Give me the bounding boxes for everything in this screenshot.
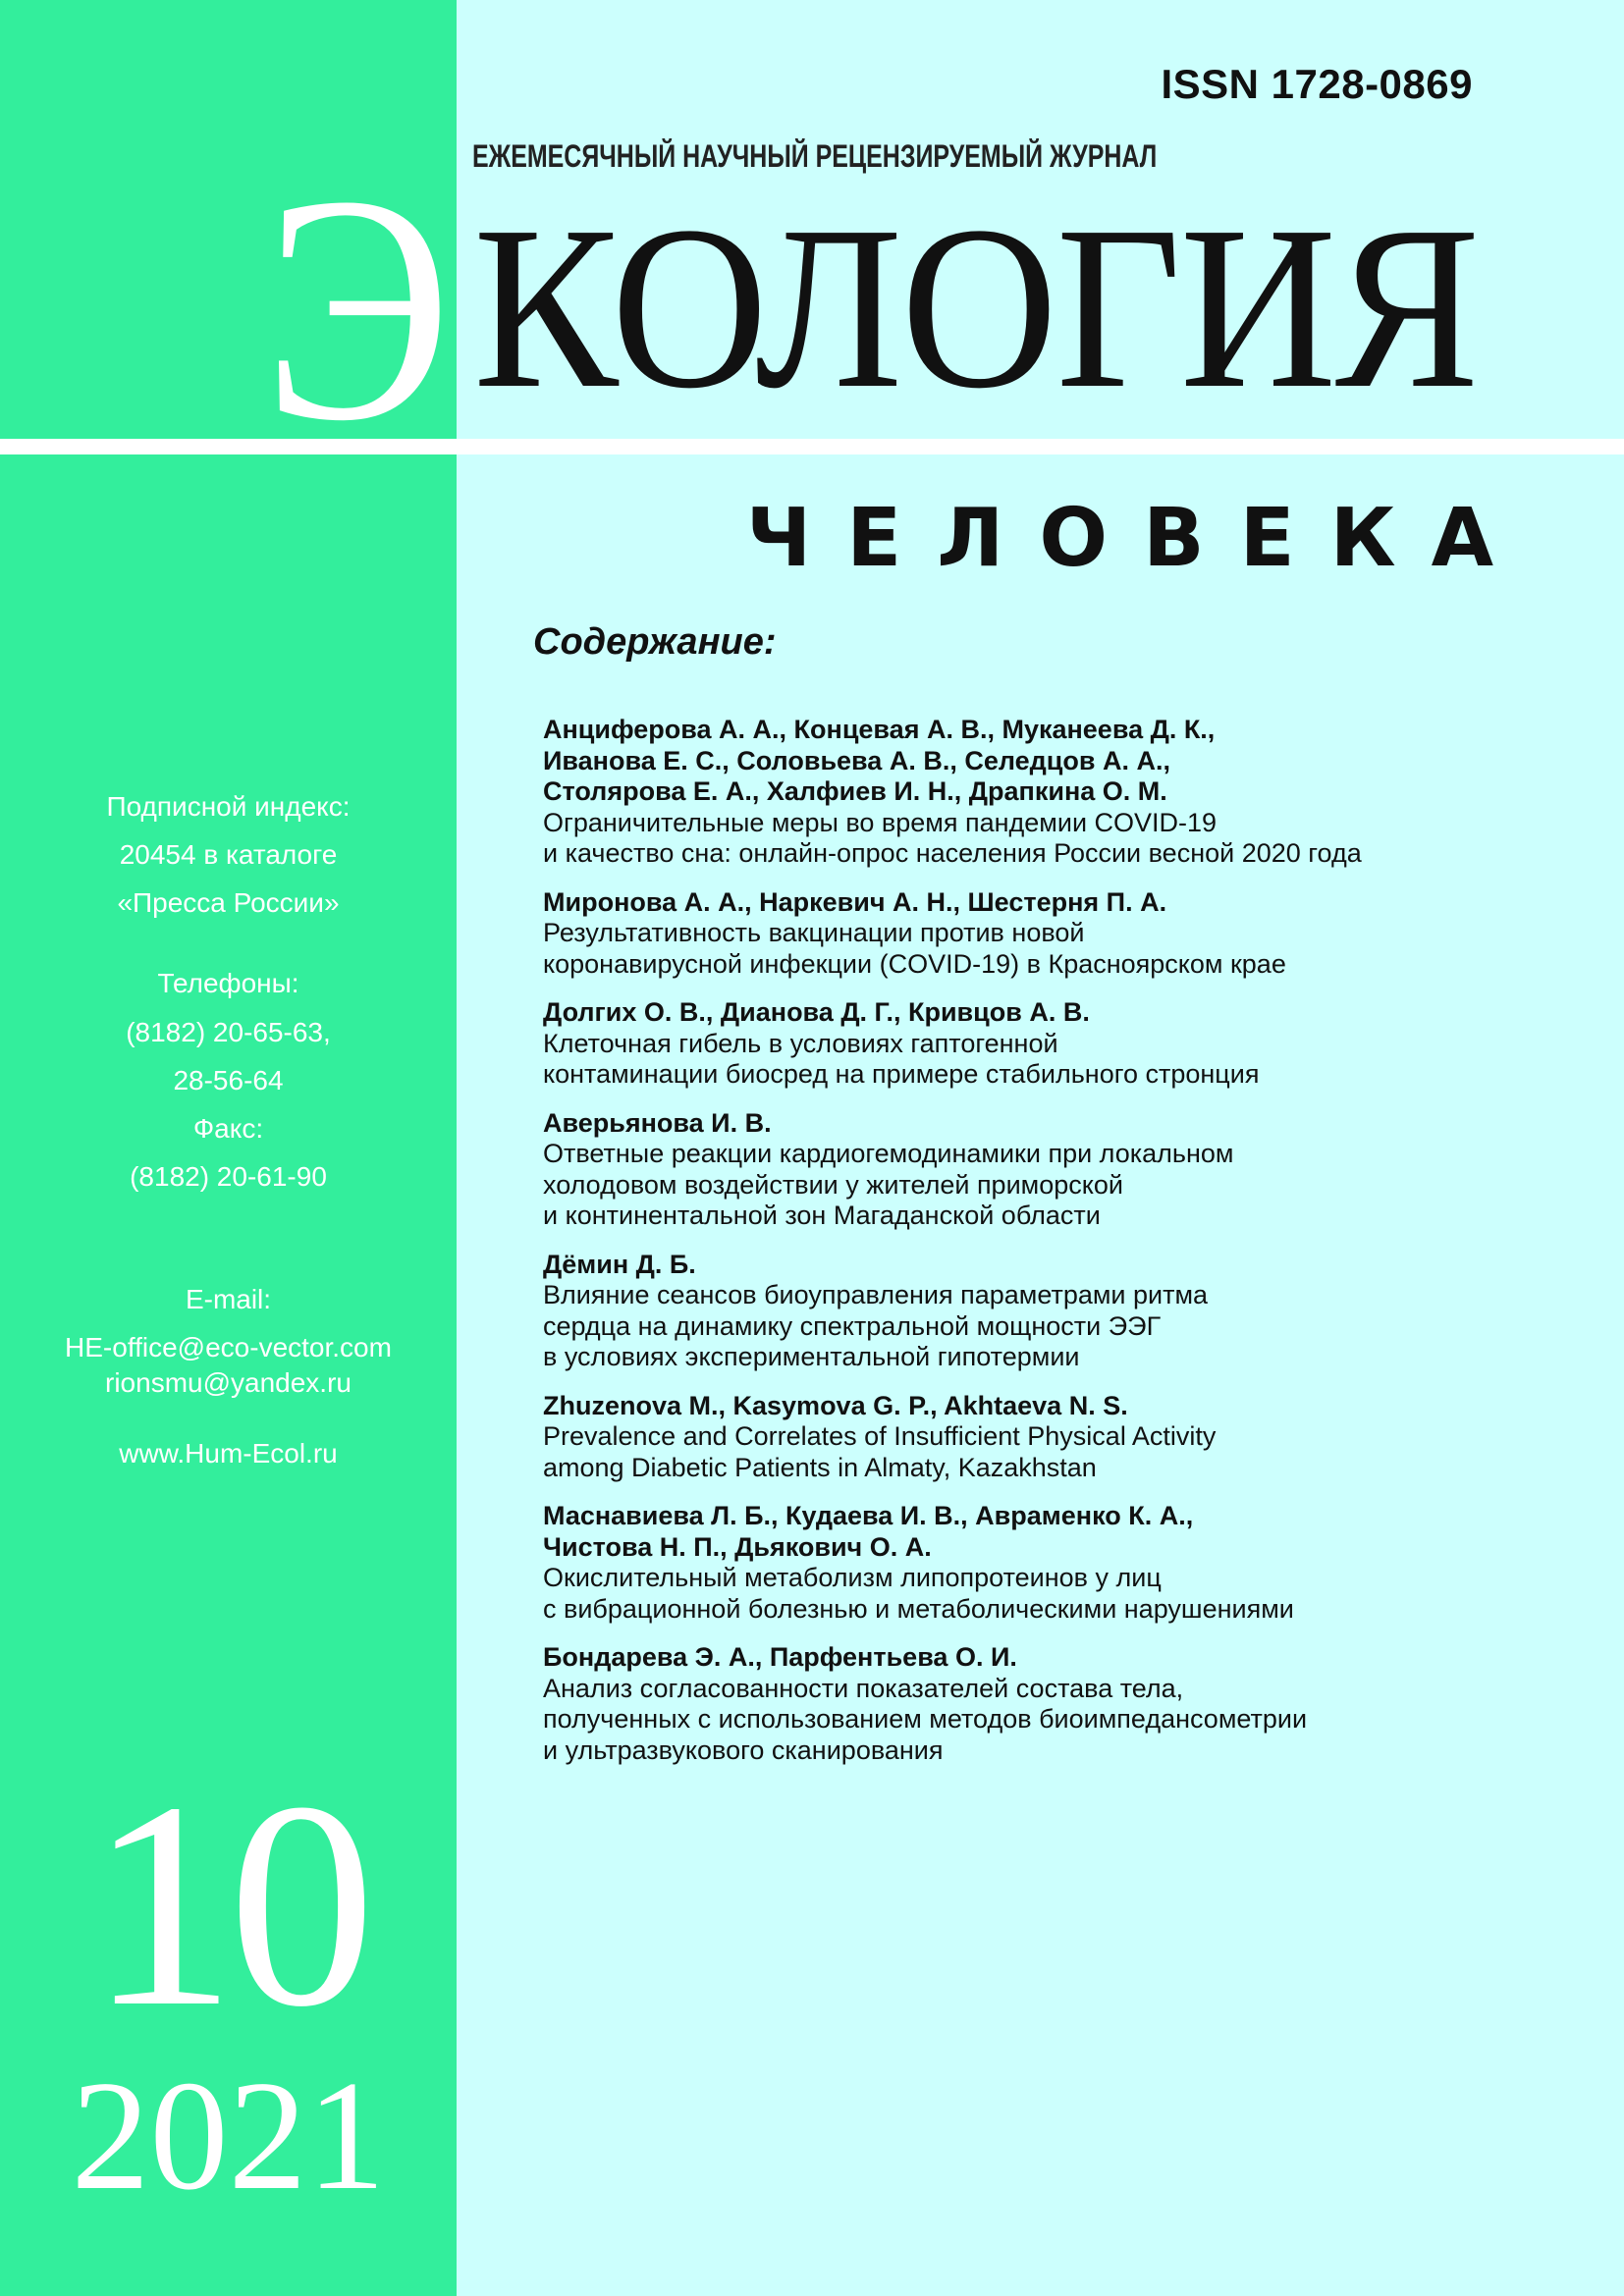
toc-entry[interactable] (543, 1250, 1584, 1373)
email-label: E-mail: (185, 1284, 272, 1314)
toc-title: Влияние сеансов биоуправления параметрами ритма сердца на динамику спектральной мощности ЭЭГ в условиях экспериментальной гипотермии (543, 1280, 1209, 1371)
title-second-word: ЧЕЛОВЕКА (746, 492, 1530, 585)
table-of-contents (543, 715, 1584, 1784)
toc-entry[interactable] (543, 1642, 1584, 1766)
subscription-index: 20454 в каталоге (119, 839, 338, 870)
title-main-word: КОЛОГИЯ (473, 179, 1479, 437)
catalog-name: «Пресса России» (117, 887, 340, 918)
toc-title: Окислительный метаболизм липопротеинов у лиц с вибрационной болезнью и метаболическими нарушениями (543, 1563, 1294, 1624)
toc-authors: Миронова А. А., Наркевич А. Н., Шестерня П. А. (543, 886, 1167, 917)
toc-authors: Zhuzenova M., Kasymova G. P., Akhtaeva N. S. (543, 1390, 1128, 1420)
toc-entry[interactable] (543, 1391, 1584, 1484)
journal-subtitle: ЕЖЕМЕСЯЧНЫЙ НАУЧНЫЙ РЕЦЕНЗИРУЕМЫЙ ЖУРНАЛ (472, 138, 1158, 174)
fax-number: (8182) 20-61-90 (130, 1161, 327, 1192)
phone-1: (8182) 20-65-63, (126, 1017, 331, 1047)
toc-entry[interactable] (543, 715, 1584, 870)
toc-title: Ответные реакции кардиогемодинамики при локальном холодовом воздействии у жителей приморской и континентальной зон Магаданской области (543, 1139, 1234, 1230)
toc-entry[interactable] (543, 1108, 1584, 1232)
toc-authors: Бондарева Э. А., Парфентьева О. И. (543, 1642, 1017, 1672)
horizontal-divider (0, 439, 1624, 454)
toc-authors: Анциферова А. А., Концевая А. В., Муканеева Д. К., Иванова Е. С., Соловьева А. В., Селедцов А. А., Столярова Е. А., Халфиев И. Н., Драпкина О. М. (543, 715, 1216, 806)
toc-title: Клеточная гибель в условиях гаптогенной контаминации биосред на примере стабильного стронция (543, 1028, 1260, 1089)
toc-entry[interactable] (543, 887, 1584, 981)
email-1[interactable]: HE-office@eco-vector.com (65, 1332, 392, 1362)
toc-authors: Маснавиева Л. Б., Кудаева И. В., Авраменко К. А., Чистова Н. П., Дьякович О. А. (543, 1501, 1194, 1562)
website-link[interactable]: www.Hum-Ecol.ru (119, 1438, 338, 1468)
toc-title: Ограничительные меры во время пандемии COVID-19 и качество сна: онлайн-опрос населения России весной 2020 года (543, 807, 1362, 868)
issue-year: 2021 (71, 2048, 386, 2222)
toc-authors: Аверьянова И. В. (543, 1107, 772, 1138)
toc-authors: Долгих О. В., Дианова Д. Г., Кривцов А. В. (543, 997, 1090, 1027)
contents-heading: Содержание: (533, 621, 777, 663)
toc-entry[interactable] (543, 997, 1584, 1091)
toc-entry[interactable] (543, 1501, 1584, 1625)
phones-label: Телефоны: (157, 968, 299, 998)
email-2[interactable]: rionsmu@yandex.ru (105, 1367, 352, 1398)
toc-title: Prevalence and Correlates of Insufficient Physical Activity among Diabetic Patients in Almaty, Kazakhstan (543, 1421, 1217, 1482)
fax-label: Факс: (192, 1113, 264, 1144)
subscription-label: Подписной индекс: (106, 791, 351, 822)
title-first-letter: Э (263, 130, 452, 488)
phone-2: 28-56-64 (173, 1065, 284, 1095)
issn-number: ISSN 1728-0869 (1161, 61, 1473, 107)
toc-title: Анализ согласованности показателей состава тела, полученных с использованием методов биоимпедансометрии и ультразвукового сканирования (543, 1673, 1308, 1765)
toc-title: Результативность вакцинации против новой коронавирусной инфекции (COVID-19) в Красноярском крае (543, 918, 1286, 979)
toc-authors: Дёмин Д. Б. (543, 1249, 696, 1279)
issue-number: 10 (88, 1741, 368, 2067)
